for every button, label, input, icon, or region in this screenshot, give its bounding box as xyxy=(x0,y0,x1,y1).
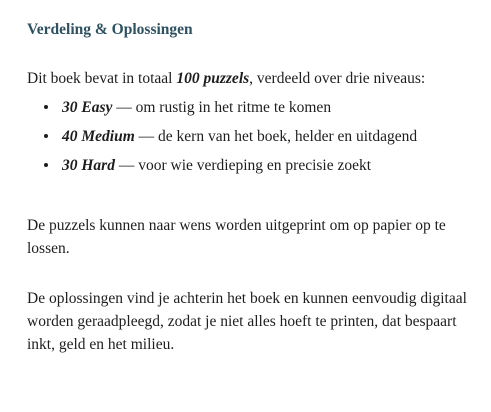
solutions-paragraph: De oplossingen vind je achterin het boek en kunnen eenvoudig digitaal worden geraadpleegd, zodat je niet alles hoeft te printen, dat bespaart inkt, geld en het milieu. xyxy=(27,290,467,353)
intro-paragraph xyxy=(27,67,467,90)
print-paragraph: De puzzels kunnen naar wens worden uitgeprint om op papier op te lossen. xyxy=(27,217,446,257)
level-label: 30 Easy xyxy=(62,99,113,116)
list-item xyxy=(27,154,467,183)
intro-emphasis: 100 puzzels xyxy=(176,70,250,87)
bullet-icon xyxy=(44,105,48,109)
level-description: — om rustig in het ritme te komen xyxy=(112,99,332,116)
list-item xyxy=(27,125,467,154)
list-item xyxy=(27,96,467,125)
levels-list xyxy=(27,96,467,183)
bullet-icon xyxy=(44,163,48,167)
intro-prefix: Dit boek bevat in totaal xyxy=(27,70,177,87)
section-heading: Verdeling & Oplossingen xyxy=(27,21,193,38)
level-description: — de kern van het boek, helder en uitdagend xyxy=(134,128,418,145)
bullet-icon xyxy=(44,134,48,138)
level-label: 30 Hard xyxy=(62,157,115,174)
level-description: — voor wie verdieping en precisie zoekt xyxy=(114,157,372,174)
intro-suffix: , verdeeld over drie niveaus: xyxy=(249,70,426,87)
level-label: 40 Medium xyxy=(62,128,135,145)
